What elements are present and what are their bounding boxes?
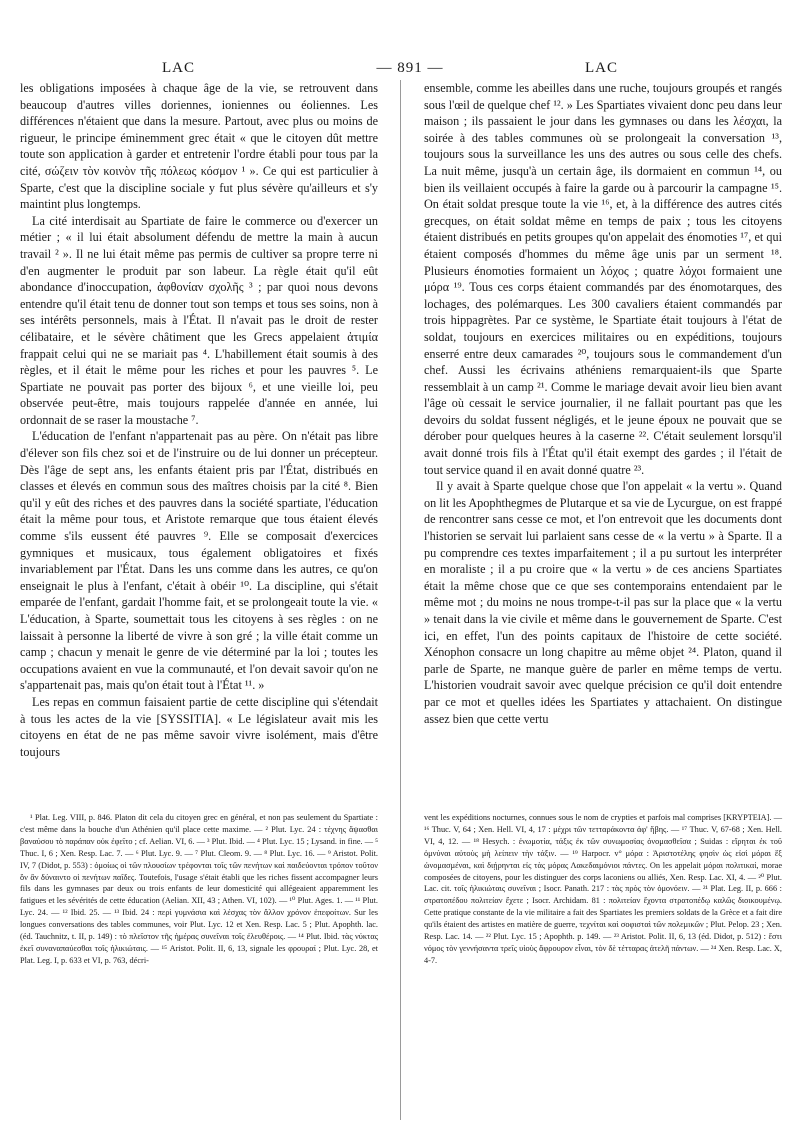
paragraph: les obligations imposées à chaque âge de la vie, se retrouvent dans beaucoup d'autres villes doriennes, ioniennes ou éoliennes. Les différences n'étaient que dans la mesure. Partout, avec plus ou moins de rigueur, le principe éminemment grec était « que le citoyen dût mettre toute son application à garder et entretenir l'ordre établi pour tous par la cité, σώζειν τὸν κοινὸν τῆς πόλεως κόσμον ¹ ». Ce qui est particulier à Sparte, c'est que la discipline sociale y fut plus sévère qu'ailleurs et s'y maintint plus longtemps. (20, 81, 378, 212)
paragraph: L'éducation de l'enfant n'appartenait pas au père. On n'était pas libre d'élever son fils chez soi et de l'instruire ou de lui donner un précepteur. Dès l'âge de sept ans, les enfants étaient pris par l'État, distribués en classes et élevés en commun sous des maîtres choisis par la cité ⁸. Bien qu'il y eût des riches et des pauvres dans la société spartiate, l'éducation était la même pour tous, et Aristote remarque que tous étaient élevés comme s'ils eussent été pauvres ⁹. Elle se composait d'exercices gymniques et musicaux, tous également obligatoires et fixés invariablement par l'État. Dans les uns comme dans les autres, ce qu'on enseignait le plus à l'enfant, c'était à obéir ¹⁰. La discipline, qui s'était emparée de l'enfant, gardait l'homme fait, et se prolongeait toute la vie. « L'éducation, à Sparte, soumettait tous les citoyens à ses règles : on ne laissait à personne la liberté de vivre à son gré ; la ville était comme un camp ; chacun y menait le genre de vie déterminé par la loi ; toutes les occupations avaient en vue la communauté, et l'on devait savoir qu'on ne s'appartenait pas, mais qu'on était tout à l'État ¹¹. » (20, 429, 378, 693)
footnote-block: vent les expéditions nocturnes, connues sous le nom de crypties et parfois mal comprises [KRYPTEIA]. — ¹⁶ Thuc. V, 64 ; Xen. Hell. VI, 4, 17 : μέχρι τῶν τετταράκοντα ἀφ' ἥβης. — ¹⁷ Thuc. V, 67-68 ; Xen. Hell. VI, 4, 12. — ¹⁸ Hesych. : ἐνωμοτία, τάξις ἐκ τῶν συνωμοσίας ὀνομασθεῖσα ; Suidas : εἴρηται ἐκ τοῦ ὀμνύναι αὐτοὺς μὴ λείπειν τὴν τάξιν. — ¹⁹ Harpocr. v° μόρα : Ἀριστοτέλης φησὶν ὡς εἰσὶ μόραι ἓξ ὠνομασμέναι, καὶ διῄρηνται εἰς τὰς μόρας Λακεδαιμόνιοι πάντες. On les appelait μόραι πολιτικαί, morae composées de citoyens, pour les distinguer des corps laconiens ou alliés, Xen. Resp. Lac. XI, 4. — ²⁰ Plut. Lac. cit. τοῖς ἡλικιώταις συνεῖναι ; Isocr. Panath. 217 : τὰς πρὸς τὸν ὁμονόειν. — ²¹ Plat. Leg. II, p. 666 : στρατοπέδου πολιτείαν ἔχετε ; Isocr. Archidam. 81 : πολιτείαν ἔχοντα στρατοπέδῳ καλῶς διοικουμένῳ. Cette pratique constante de la vie militaire a fait des Spartiates les premiers soldats de la Grèce et a fait dire qu'ils étaient des artistes en matière de guerre, τεχνίται καὶ σοφισταὶ τῶν πολεμικῶν ; Plut. Pelop. 23 ; Xen. Resp. Lac. 14. — ²² Plut. Lyc. 15 ; Apophth. p. 149. — ²³ Aristot. Polit. II, 6, 13 (éd. Didot, p. 512) : ἔστι νόμος τὸν γεννήσαντα τρεῖς υἱοὺς ἄφρουρον εἶναι, τὸν δὲ τέτταρας ἀτελῆ πάντων. — ²⁴ Xen. Resp. Lac. X, 4-7. (424, 813, 782, 965)
paragraph: Il y avait à Sparte quelque chose que l'on appelait « la vertu ». Quand on lit les Apophthegmes de Plutarque et sa vie de Lycurgue, on est frappé de rencontrer sans cesse ce mot, et l'on entrevoit que les documents dont l'historien se servait lui parlaient sans cesse de « la vertu » à Sparte. Il a pu comprendre ces textes imparfaitement ; il a pu surtout les interpréter en moraliste ; il a pu croire que « la vertu » de ces anciens Spartiates était la même chose que ce que ses contemporains entendaient par le même mot ; du moins ne nous trompe-t-il pas sur la place que « la vertu » tenait dans la vie civile et même dans le gouvernement de Sparte. C'est ici, en effet, l'un des points capitaux de l'histoire de cette société. Xénophon consacre un long chapitre au même objet ²⁴. Platon, quand il parle de Sparte, ne manque guère de parler en même temps de vertu. L'historien voudrait savoir avec quelque précision ce qu'il doit entendre par ce mot et quelles idées les Spartiates y attachaient. On distingue assez bien que cette vertu (424, 479, 782, 726)
running-head-left: LAC (162, 60, 195, 76)
body-column-left (20, 80, 378, 760)
footnotes-right (424, 812, 782, 967)
running-head-right: LAC (585, 60, 618, 76)
paragraph: ensemble, comme les abeilles dans une ruche, toujours groupés et rangés sous l'œil de quelque chef ¹². » Les Spartiates vivaient donc peu dans leur maison ; ils passaient le jour dans les gymnases ou dans les λέσχαι, la soirée à des tables communes où se prolongeait la conversation ¹³, toujours sous la surveillance les uns des autres ou sous celle des chefs. La nuit même, jusqu'à un certain âge, ils dormaient en commun ¹⁴, ou bien ils veillaient occupés à faire la garde ou à parcourir la campagne ¹⁵. On était soldat presque toute la vie ¹⁶, et, à la différence des autres cités grecques, on était soldat même en temps de paix ; tous les citoyens étaient distribués en petits groupes qu'on appelait des énomoties ¹⁷, et qui étaient composés d'hommes du même âge unis par un serment ¹⁸. Plusieurs énomoties formaient un λόχος ; quatre λόχοι formaient une μόρα ¹⁹. Tous ces corps étaient commandés par des énomotarques, des lochages, des polémarques. Les 300 cavaliers étaient commandés par trois hippagrètes. Par ce système, le Spartiate était toujours à l'état de soldat, toujours en exercices militaires ou en expéditions, toujours enserré entre deux camarades ²⁰, toujours sous le commandement d'un chef. Aussi les écrivains athéniens remarquaient-ils que Sparte ressemblait à un camp ²¹. Comme le mariage devait avoir lieu bien avant l'âge où cessait le service journalier, il ne fallait pourtant pas que les devoirs du soldat fussent négligés, et le jeune époux ne pouvait que se dérober pour quelques heures à la caserne ²². C'était seulement lorsqu'il avait donné trois fils à l'État qu'il était exempt des gardes ; il l'était de tout service quand il en avait donné quatre ²³. (424, 81, 782, 477)
paragraph: Les repas en commun faisaient partie de cette discipline qui s'étendait à tous les actes de la vie [SYSSITIA]. « Le législateur avait mis les citoyens en état de ne pas même savoir vivre isolément, mais d'être toujours (20, 694, 378, 759)
footnote-block: ¹ Plat. Leg. VIII, p. 846. Platon dit cela du citoyen grec en général, et non pas seulement du Spartiate : c'est même dans la bouche d'un Athénien qu'il place cette maxime. — ² Plut. Lyc. 24 : τέχνης ἅψασθαι βαναύσου τὸ παράπαν οὐκ ἐφεῖτο ; cf. Aelian. VI, 6. — ³ Plut. Ibid. — ⁴ Plut. Lyc. 15 ; Lysand. in fine. — ⁵ Thuc. I, 6 ; Xen. Resp. Lac. 7. — ⁶ Plut. Lyc. 9. — ⁷ Plut. Cleom. 9. — ⁸ Plut. Lyc. 16. — ⁹ Aristot. Polit. IV, 7 (Didot, p. 553) : ὁμοίως οἱ τῶν πλουσίων τρέφονται τοῖς τῶν πενήτων καὶ παιδεύονται τρόπον τοῦτον ὃν ἂν δύναιντο οἱ πενήτων παῖδες. Toutefois, l'usage s'était établi que les riches fissent accompagner leurs fils dans les gymnases par deux ou trois enfants de leur domesticité qui allégeaient apparemment les fatigues et les sévérités de cette éducation (Aelian. XII, 43 ; Athen. VI, 102). — ¹⁰ Plut. Ages. 1. — ¹¹ Plut. Lyc. 24. — ¹² Ibid. 25. — ¹³ Ibid. 24 : περὶ γυμνάσια καὶ λέσχας τὸν ἄλλον χρόνον ἐπεφοίτων. Sur les longues conversations des tables communes, voir Plut. Lyc. 12 et Xen. Resp. Lac. 5 ; Plut. Apophth. lac. (éd. Tauchnitz, t. II, p. 149) : τὸ πλεῖστον τῆς ἡμέρας συνεῖναι τοῖς ἐλευθέροις. — ¹⁴ Plut. Ibid. τὰς νύκτας ἐκεῖ συναναπαύεσθαι τοῖς ἡλικιώταις. — ¹⁵ Aristot. Polit. II, 6, 13, signale les φρουραί ; Plut. Lyc. 28, et Plat. Leg. I, p. 633 et VI, p. 763, décri- (20, 813, 378, 965)
page-number: — 891 — (376, 60, 444, 76)
column-divider (400, 80, 401, 1120)
body-column-right (424, 80, 782, 727)
footnotes-left (20, 812, 378, 967)
paragraph: La cité interdisait au Spartiate de faire le commerce ou d'exercer un métier ; « il lui était absolument défendu de mettre la main à aucun travail ² ». Il ne lui était même pas permis de cultiver sa propre terre ni d'en augmenter le produit par son labeur. La règle était qu'il eût abondance d'inoccupation, ἀφθονίαν σχολῆς ³ ; par quoi nous devons entendre qu'il était tenu de donner tout son temps et tous ses soins, non à ses intérêts personnels, mais à l'État. Il n'avait pas le droit de rester célibataire, et le sévère châtiment que les Grecs appelaient ἀτιμία frappait celui qui ne se mariait pas ⁴. L'habillement était soumis à des règles, et il était le même pour les riches et pour les pauvres ⁵. Le Spartiate ne pouvait pas porter des bijoux ⁶, et une vieille loi, peu observée peut-être, mais toujours rappelée d'année en année, lui ordonnait de se raser la moustache ⁷. (20, 213, 378, 427)
